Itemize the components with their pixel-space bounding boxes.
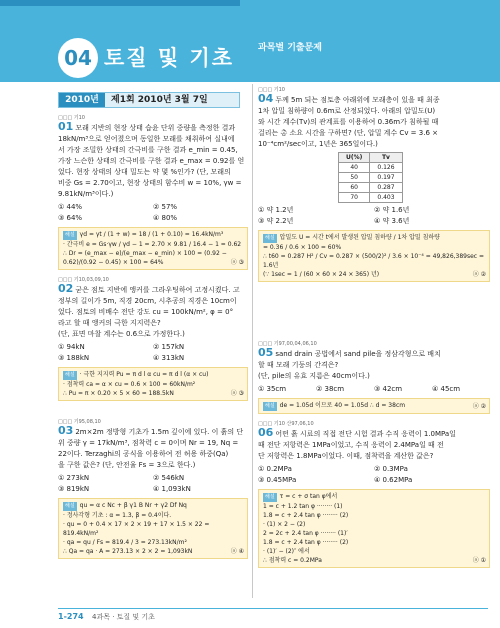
choice-option[interactable]: ② 57% bbox=[153, 203, 178, 211]
solution-line: · 정사각형 기초 : α = 1.3, β = 0.4이다. bbox=[63, 512, 172, 519]
question-text: 9.81kN/m³이다.) bbox=[58, 190, 114, 198]
question-text: (단, pile의 유효 지름은 40cm이다.) bbox=[258, 372, 370, 380]
solution-line: · (1) × 2 − (2) bbox=[263, 521, 306, 528]
choice-option[interactable]: ① 44% bbox=[58, 203, 83, 211]
question-text: 18kN/m³으로 얻어졌으며 동일한 모래를 채취하여 실내에 bbox=[58, 135, 235, 143]
answer-mark: ⓐ ① bbox=[472, 557, 486, 564]
question-01 bbox=[58, 114, 248, 270]
footer-rule bbox=[58, 608, 488, 609]
choice-option[interactable]: ① 35cm bbox=[258, 385, 287, 393]
table-header-row bbox=[339, 153, 403, 163]
solution-line: · (1)′ − (2)″ 에서 bbox=[263, 548, 310, 555]
question-text: 가장 느슨한 상태의 간극비를 구한 결과 e_max = 0.92를 얻 bbox=[58, 157, 245, 165]
solution-tag: 해설 bbox=[265, 494, 275, 500]
choice-option[interactable]: ④ 45cm bbox=[432, 385, 461, 393]
solution-box bbox=[58, 498, 248, 559]
solution-line: τ = c + σ tan φ에서 bbox=[279, 493, 338, 500]
table-cell: 60 bbox=[339, 183, 370, 193]
choice-option[interactable]: ④ 80% bbox=[153, 214, 178, 222]
exam-heading bbox=[58, 92, 240, 108]
chapter-title: 토질 및 기초 bbox=[104, 46, 235, 70]
solution-line: 1 = c + 1.2 tan φ ········ (1) bbox=[263, 503, 343, 510]
table-cell: 0.287 bbox=[370, 183, 402, 193]
solution-box bbox=[258, 489, 490, 568]
solution-line: ∴ t60 = 0.287 H² / Cv = 0.287 × (500/2)² / 3.6 × 10⁻⁴ = 49,826,389sec = 1.6년 bbox=[263, 253, 485, 269]
chapter-number: 04 bbox=[58, 38, 98, 78]
solution-line: = 0.36 / 0.6 × 100 = 60% bbox=[263, 244, 342, 251]
choice-option[interactable]: ④ 0.62MPa bbox=[374, 476, 413, 484]
question-tag: □□□ 기97,00,04,06,10 bbox=[258, 341, 317, 347]
choice-list bbox=[258, 384, 490, 395]
question-03 bbox=[58, 418, 248, 559]
choice-option[interactable]: ③ 약 2.2년 bbox=[258, 217, 294, 225]
choice-option[interactable]: ① 약 1.2년 bbox=[258, 206, 294, 214]
table-row bbox=[339, 163, 403, 173]
exam-year: 2010년 bbox=[59, 93, 105, 107]
question-tag: □□□ 기95,08,10 bbox=[58, 419, 101, 425]
solution-tag: 해설 bbox=[65, 503, 75, 509]
solution-tag: 해설 bbox=[65, 372, 75, 378]
table-header: U(%) bbox=[339, 153, 370, 163]
solution-line: qu = α c Nc + β γ1 B Nr + γ2 Df Nq bbox=[79, 502, 187, 509]
answer-mark: ⓐ ③ bbox=[230, 259, 244, 266]
choice-list bbox=[58, 342, 248, 364]
answer-mark: ⓐ ② bbox=[472, 403, 486, 410]
table-cell: 70 bbox=[339, 193, 370, 203]
solution-box bbox=[58, 367, 248, 401]
question-text: 와 시간 계수(Tv)의 관계표를 이용하여 0.36m가 침하될 때 bbox=[258, 118, 439, 126]
question-number: 02 bbox=[58, 282, 74, 295]
question-04 bbox=[258, 86, 490, 282]
choice-option[interactable]: ④ 313kN bbox=[153, 354, 185, 362]
consolidation-table bbox=[338, 152, 403, 203]
solution-line: ∴ Pu = π × 0.20 × 5 × 60 = 188.5kN bbox=[63, 390, 174, 397]
question-tag: □□□ 기10 bbox=[258, 87, 285, 93]
solution-line: de = 1.05d 이므로 40 = 1.05d ∴ d = 38cm bbox=[279, 402, 406, 409]
choice-option[interactable]: ④ 1,093kN bbox=[153, 485, 191, 493]
table-row bbox=[339, 193, 403, 203]
question-text: 단 저항력은 1.8MPa이었다. 이때, 점착력을 계산한 값은? bbox=[258, 452, 434, 460]
question-text: 10⁻⁴cm²/sec이고, 1년은 365일이다.) bbox=[258, 140, 378, 148]
choice-option[interactable]: ② 약 1.6년 bbox=[374, 206, 410, 214]
question-number: 04 bbox=[258, 92, 274, 105]
column-divider bbox=[252, 84, 253, 598]
choice-option[interactable]: ③ 819kN bbox=[58, 485, 90, 493]
question-number: 06 bbox=[258, 426, 274, 439]
choice-list bbox=[258, 205, 490, 227]
question-tag: □□□ 기10 bbox=[58, 115, 85, 121]
table-cell: 0.403 bbox=[370, 193, 402, 203]
choice-option[interactable]: ③ 0.45MPa bbox=[258, 476, 297, 484]
question-text: (단, 표면 마찰 계수는 0.6으로 가정한다.) bbox=[58, 330, 185, 338]
choice-option[interactable]: ③ 42cm bbox=[374, 385, 403, 393]
solution-line: ∴ 점착력 c = 0.2MPa bbox=[263, 557, 322, 564]
page-footer bbox=[0, 606, 500, 628]
choice-option[interactable]: ② 546kN bbox=[153, 474, 185, 482]
table-cell: 0.126 bbox=[370, 163, 402, 173]
question-text: 서 가장 조밀한 상태의 간극비를 구한 결과 e_min = 0.45, bbox=[58, 146, 238, 154]
solution-line: 2 = 2c + 2.4 tan φ ········ (1)′ bbox=[263, 530, 348, 537]
solution-line: ∴ Dr = (e_max − e)/(e_max − e_min) × 100 = (0.92 − 0.62)/(0.92 − 0.45) × 100 = 64% bbox=[63, 250, 227, 266]
question-text: 22이다. Terzaghi의 공식을 이용하여 전 허용 하중(Qa) bbox=[58, 450, 229, 458]
table-row bbox=[339, 173, 403, 183]
question-text: 1차 압밀 침하량이 0.6m로 산정되었다. 아래의 압밀도(U) bbox=[258, 107, 436, 115]
table-row bbox=[339, 183, 403, 193]
question-text: 2m×2m 정방형 기초가 1.5m 깊이에 있다. 이 흙의 단 bbox=[75, 428, 244, 436]
question-text: 었다. 점토의 비배수 전단 강도 cu = 100kN/m², φ = 0° bbox=[58, 308, 234, 316]
question-text: 걸리는 총 소요 시간을 구하면? (단, 압밀 계수 Cv = 3.6 × bbox=[258, 129, 438, 137]
question-06 bbox=[258, 420, 490, 568]
question-text: 굳은 점토 지반에 앵커를 그라우팅하여 고정시켰다. 고 bbox=[75, 286, 240, 294]
answer-mark: ⓐ ② bbox=[472, 271, 486, 278]
solution-line: · 간극비 e = Gs·γw / γd − 1 = 2.70 × 9.81 / 16.4 − 1 = 0.62 bbox=[63, 241, 242, 248]
choice-option[interactable]: ② 0.3MPa bbox=[374, 465, 408, 473]
solution-line: 1.8 = c + 2.4 tan φ ········ (2) bbox=[263, 512, 349, 519]
question-text: 위 중량 γ = 17kN/m³, 점착력 c = 0이며 Nr = 19, Nq = bbox=[58, 439, 239, 447]
section-label: 과목별 기출문제 bbox=[258, 43, 322, 53]
exam-title: 제1회 2010년 3월 7일 bbox=[111, 95, 208, 105]
question-05 bbox=[258, 340, 490, 414]
solution-tag: 해설 bbox=[265, 235, 275, 241]
page-number: 1-274 bbox=[58, 612, 84, 621]
solution-line: γd = γt / (1 + w) = 18 / (1 + 0.10) = 16.4kN/m³ bbox=[79, 231, 224, 238]
choice-option[interactable]: ② 38cm bbox=[316, 385, 345, 393]
choice-option[interactable]: ④ 약 3.6년 bbox=[374, 217, 410, 225]
choice-option[interactable]: ③ 64% bbox=[58, 214, 83, 222]
table-cell: 50 bbox=[339, 173, 370, 183]
solution-tag: 해설 bbox=[265, 403, 275, 409]
question-tag: □□□ 기10 산97,06,10 bbox=[258, 421, 314, 427]
question-tag: □□□ 기10,03,09,10 bbox=[58, 277, 109, 283]
answer-mark: ⓐ ③ bbox=[230, 390, 244, 397]
choice-option[interactable]: ① 273kN bbox=[58, 474, 90, 482]
chapter-header bbox=[0, 0, 500, 82]
solution-line: 압밀도 U = 시간 t에서 발생된 압밀 침하량 / 1차 압밀 침하량 bbox=[279, 234, 440, 241]
choice-option[interactable]: ① 94kN bbox=[58, 343, 85, 351]
solution-box bbox=[258, 398, 490, 414]
question-text: 어떤 흙 시료의 직접 전단 시험 결과 수직 응력이 1.0MPa일 bbox=[275, 430, 456, 438]
solution-line: · qu = 0 + 0.4 × 17 × 2 × 19 + 17 × 1.5 × 22 = 819.4kN/m² bbox=[63, 521, 210, 537]
question-text: 때 전단 저항력은 1MPa이었고, 수직 응력이 2.4MPa일 때 전 bbox=[258, 441, 444, 449]
question-text: 모래 지반의 현장 상태 습윤 단위 중량을 측정한 결과 bbox=[75, 124, 236, 132]
question-text: 할 때 모래 기둥의 간격은? bbox=[258, 361, 339, 369]
question-text: 었다. 현장 상태의 상대 밀도는 약 몇 %인가? (단, 모래의 bbox=[58, 168, 231, 176]
footer-title: 4과목 · 토질 및 기초 bbox=[92, 613, 155, 621]
choice-list bbox=[258, 464, 490, 486]
solution-line: · 극한 지지력 Pu = π d l α cu = π d l (α × cu) bbox=[79, 371, 209, 378]
question-text: 비중 Gs = 2.70이고, 현장 상태의 함수비 w = 10%, γw = bbox=[58, 179, 242, 187]
solution-line: ∴ Qa = qa · A = 273.13 × 2 × 2 = 1,093kN bbox=[63, 548, 193, 555]
choice-option[interactable]: ③ 188kN bbox=[58, 354, 90, 362]
table-cell: 0.197 bbox=[370, 173, 402, 183]
question-number: 03 bbox=[58, 424, 74, 437]
solution-box bbox=[258, 230, 490, 282]
choice-list bbox=[58, 473, 248, 495]
answer-mark: ⓐ ④ bbox=[230, 548, 244, 555]
solution-line: · 점착력 ca = α × cu = 0.6 × 100 = 60kN/m² bbox=[63, 381, 196, 388]
question-text: 라고 할 때 앵커의 극한 지지력은? bbox=[58, 319, 161, 327]
question-text: 정부의 길이가 5m, 직경 20cm, 시추공의 직경은 10cm이 bbox=[58, 297, 237, 305]
solution-line: (∵ 1sec = 1 / (60 × 60 × 24 × 365) 년) bbox=[263, 271, 380, 278]
solution-tag: 해설 bbox=[65, 232, 75, 238]
table-header: Tv bbox=[370, 153, 402, 163]
choice-option[interactable]: ① 0.2MPa bbox=[258, 465, 292, 473]
solution-box bbox=[58, 227, 248, 270]
solution-line: 1.8 = c + 2.4 tan φ ········ (2) bbox=[263, 539, 349, 546]
choice-option[interactable]: ② 157kN bbox=[153, 343, 185, 351]
question-02 bbox=[58, 276, 248, 401]
question-number: 05 bbox=[258, 346, 274, 359]
table-cell: 40 bbox=[339, 163, 370, 173]
question-text: 두께 5m 되는 점토층 아래위에 모래층이 있을 때 최종 bbox=[275, 96, 440, 104]
solution-line: · qa = qu / Fs = 819.4 / 3 = 273.13kN/m² bbox=[63, 539, 187, 546]
question-text: 을 구한 값은? (단, 안전율 Fs = 3으로 한다.) bbox=[58, 461, 196, 469]
question-number: 01 bbox=[58, 120, 74, 133]
choice-list bbox=[58, 202, 248, 224]
question-text: sand drain 공법에서 sand pile을 정삼각형으로 배치 bbox=[275, 350, 441, 358]
header-strip bbox=[0, 0, 240, 6]
